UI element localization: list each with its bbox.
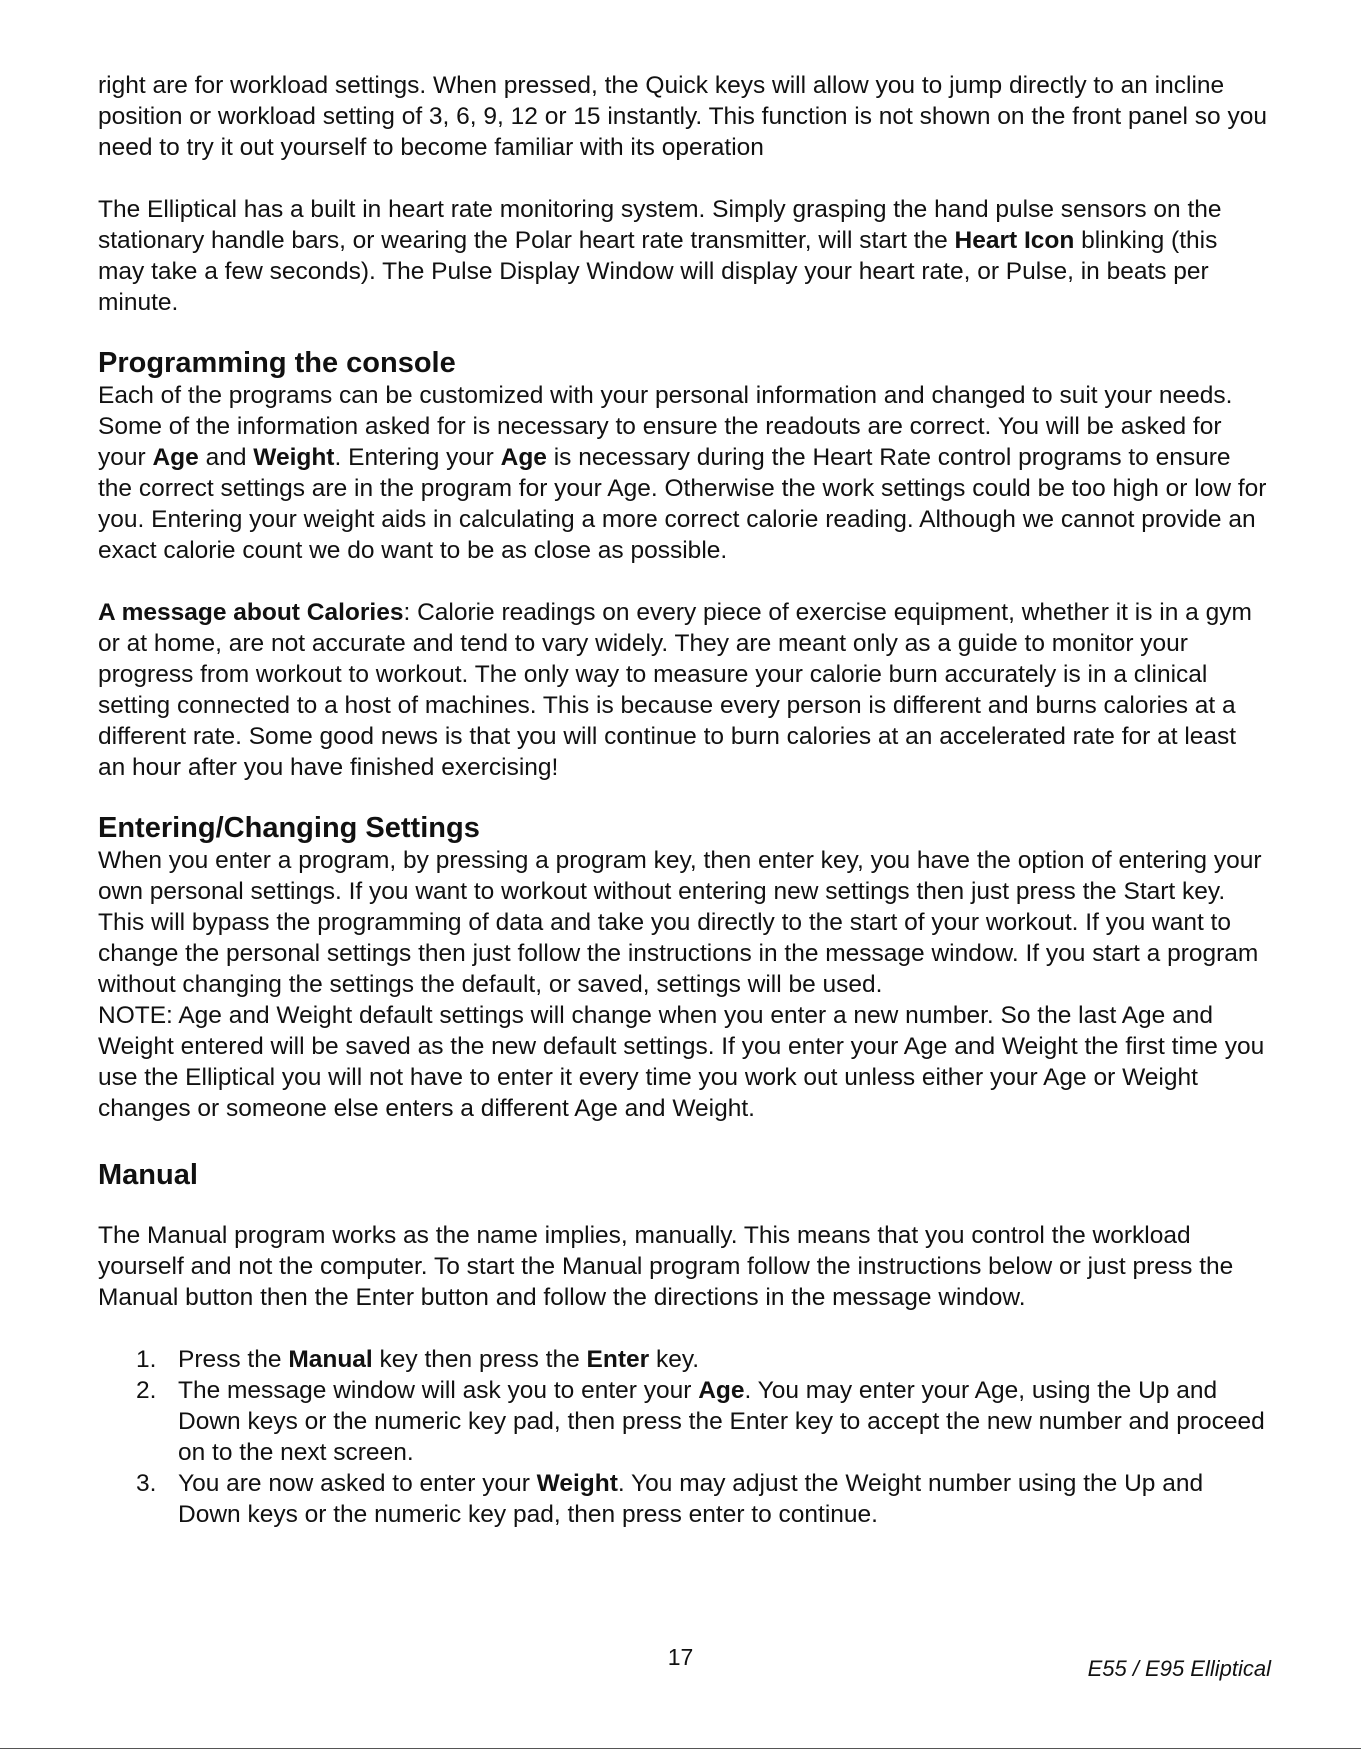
text-span: . You may enter your Age, using the Up and Down keys or the numeric key pad, then press the Enter key to accept the new number and proceed on to the next screen. <box>178 1377 1265 1466</box>
document-body <box>98 70 1270 1530</box>
paragraph-quick-keys: right are for workload settings. When pressed, the Quick keys will allow you to jump directly to an incline position or workload setting of 3, 6, 9, 12 or 15 instantly. This function is not shown on the front panel so you need to try it out yourself to become familiar with its operation <box>98 72 1267 161</box>
paragraph-programming <box>98 380 1270 566</box>
text-span: . You may adjust the Weight number using the Up and Down keys or the numeric key pad, then press enter to continue. <box>178 1470 1204 1528</box>
paragraph-manual: The Manual program works as the name implies, manually. This means that you control the workload yourself and not the computer. To start the Manual program follow the instructions below or just press the Manual button then the Enter button and follow the directions in the message window. <box>98 1222 1234 1311</box>
bold-term: Weight <box>536 1470 618 1497</box>
step-number: 3. <box>136 1470 157 1497</box>
text-span: Each of the programs can be customized with your personal information and changed to suit your needs. Some of the information asked for is necessary to ensure the readouts are correct. You will be asked for your <box>98 382 1233 471</box>
paragraph-note: NOTE: Age and Weight default settings will change when you enter a new number. So the last Age and Weight entered will be saved as the new default settings. If you enter your Age and Weight the first time you use the Elliptical you will not have to enter it every time you work out unless either your Age or Weight changes or someone else enters a different Age and Weight. <box>98 1002 1265 1122</box>
text-span: The Elliptical has a built in heart rate monitoring system. Simply grasping the hand pulse sensors on the stationary handle bars, or wearing the Polar heart rate transmitter, will start the <box>98 196 1222 254</box>
bottom-rule <box>0 1748 1361 1749</box>
step-number: 1. <box>136 1346 157 1373</box>
text-span: is necessary during the Heart Rate control programs to ensure the correct settings are in the program for your Age. Otherwise the work settings could be too high or low for you. Entering your weight aids in calculating a more correct calorie reading. Although we cannot provide an exact calorie count we do want to be as close as possible. <box>98 444 1267 564</box>
heading-programming: Programming the console <box>98 347 456 379</box>
text-span: You are now asked to enter your <box>178 1470 537 1497</box>
bold-term: A message about Calories <box>98 599 404 626</box>
step-number: 2. <box>136 1377 157 1404</box>
paragraph-heart-rate <box>98 194 1270 318</box>
paragraph-calories <box>98 597 1270 783</box>
text-span: : Calorie readings on every piece of exercise equipment, whether it is in a gym or at home, are not accurate and tend to vary widely. They are meant only as a guide to monitor your progress from workout to workout. The only way to measure your calorie burn accurately is in a clinical setting connected to a host of machines. This is because every person is different and burns calories at a different rate. Some good news is that you will continue to burn calories at an accelerated rate for at least an hour after you have finished exercising! <box>98 599 1252 781</box>
text-span: . Entering your <box>334 444 501 471</box>
text-span: The message window will ask you to enter your <box>178 1377 699 1404</box>
document-title: E55 / E95 Elliptical <box>1087 1656 1271 1681</box>
text-span: and <box>198 444 254 471</box>
bold-term: Weight <box>253 444 335 471</box>
list-item <box>98 1468 1270 1530</box>
text-span: key. <box>649 1346 700 1373</box>
heading-manual: Manual <box>98 1159 198 1191</box>
page-number: 17 <box>667 1644 694 1670</box>
bold-term: Manual <box>288 1346 373 1373</box>
list-item <box>98 1375 1270 1468</box>
heading-settings: Entering/Changing Settings <box>98 812 480 844</box>
text-span: Press the <box>178 1346 289 1373</box>
paragraph-settings: When you enter a program, by pressing a program key, then enter key, you have the option of entering your own personal settings. If you want to workout without entering new settings then just press the Start key. This will bypass the programming of data and take you directly to the start of your workout. If you want to change the personal settings then just follow the instructions in the message window. If you start a program without changing the settings the default, or saved, settings will be used. <box>98 847 1262 998</box>
text-span: key then press the <box>372 1346 587 1373</box>
bold-term: Heart Icon <box>954 227 1075 254</box>
bold-term: Age <box>152 444 199 471</box>
bold-term: Age <box>698 1377 745 1404</box>
manual-steps-list <box>98 1344 1270 1530</box>
bold-term: Enter <box>586 1346 650 1373</box>
bold-term: Age <box>500 444 547 471</box>
text-span: blinking (this may take a few seconds). The Pulse Display Window will display your heart rate, or Pulse, in beats per minute. <box>98 227 1218 316</box>
list-item <box>98 1344 1270 1375</box>
